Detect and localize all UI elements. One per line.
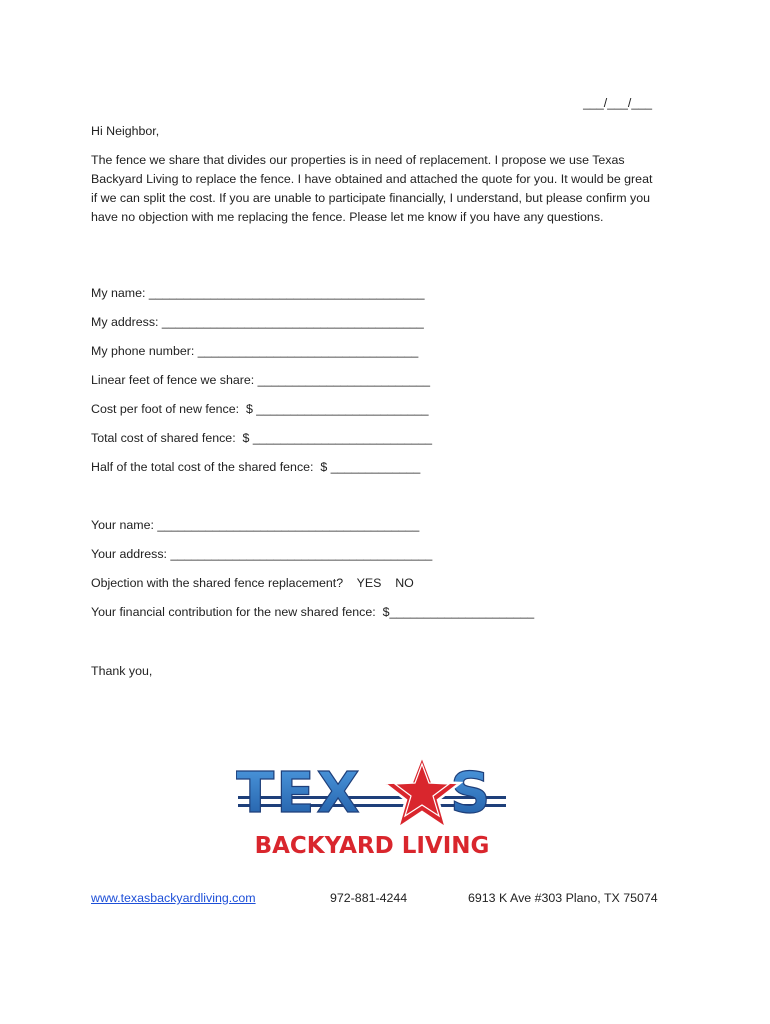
field-linear-feet: Linear feet of fence we share: _________________________ [91, 373, 430, 387]
logo-star-icon [384, 756, 460, 828]
field-my-phone: My phone number: ________________________________ [91, 344, 419, 358]
field-your-address: Your address: ______________________________________ [91, 547, 433, 561]
field-half-cost: Half of the total cost of the shared fence: $ _____________ [91, 460, 421, 474]
field-your-name: Your name: ______________________________________ [91, 518, 420, 532]
field-total-cost: Total cost of shared fence: $ __________________________ [91, 431, 433, 445]
field-objection: Objection with the shared fence replacement? YES NO [91, 576, 414, 590]
field-cost-per-foot: Cost per foot of new fence: $ _________________________ [91, 402, 429, 416]
footer-phone: 972-881-4244 [330, 891, 408, 905]
logo-tagline: BACKYARD LIVING [254, 833, 490, 859]
signoff: Thank you, [91, 664, 153, 678]
field-financial-contribution: Your financial contribution for the new shared fence: $_____________________ [91, 605, 535, 619]
texas-backyard-living-logo [236, 752, 508, 862]
footer-address: 6913 K Ave #303 Plano, TX 75074 [468, 891, 658, 905]
logo-letter-s: S [450, 761, 491, 826]
letter-body: The fence we share that divides our properties is in need of replacement. I propose we use Texas Backyard Living to replace the fence. I have obtained and attached the quote for you. It would be great if we can split the cost. If you are unable to participate financially, I understand, but please confirm you have no objection with me replacing the fence. Please let me know if you have any questions. [91, 153, 653, 224]
logo-letters-tex: TEX [236, 761, 362, 826]
greeting: Hi Neighbor, [91, 124, 160, 138]
field-my-address: My address: ______________________________________ [91, 315, 424, 329]
website-link[interactable]: www.texasbackyardliving.com [91, 891, 256, 905]
date-line: ___/___/___ [583, 96, 652, 110]
field-my-name: My name: ________________________________________ [91, 286, 425, 300]
